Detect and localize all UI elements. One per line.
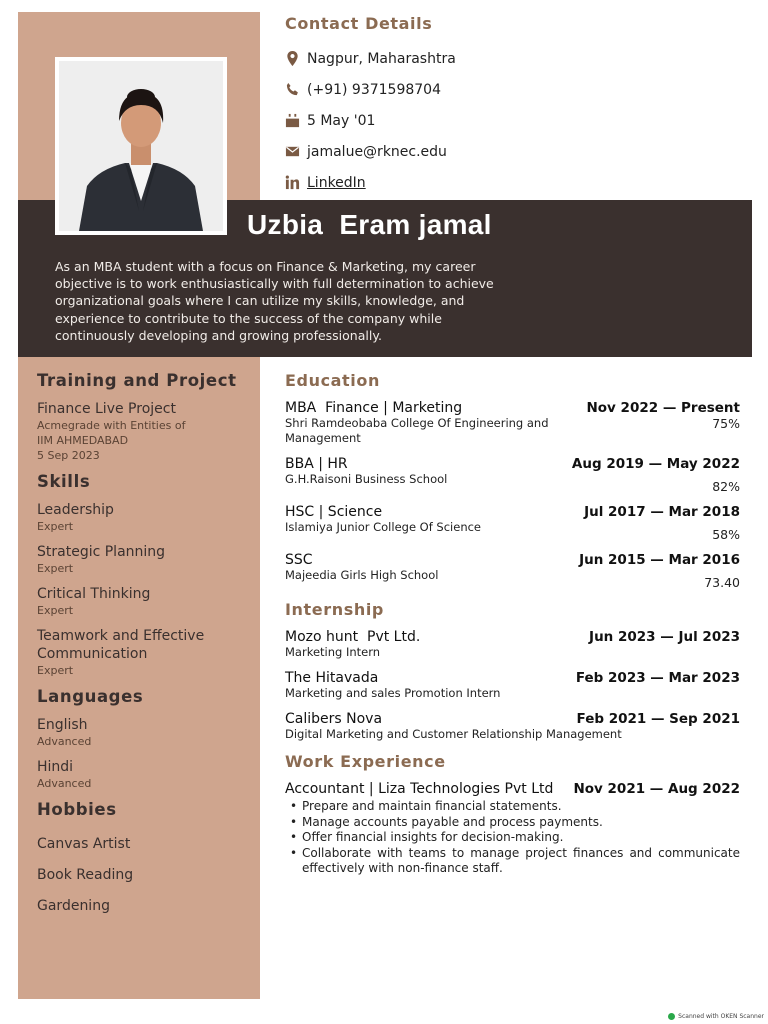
training-title: Training and Project: [37, 371, 237, 390]
education-title: Education: [285, 371, 380, 390]
skill-level: Expert: [37, 604, 74, 617]
skill-item: [37, 543, 241, 576]
language-name: English: [37, 717, 88, 733]
location-text: Nagpur, Maharashtra: [307, 50, 456, 67]
education-entry: [285, 552, 740, 590]
grade: 73.40: [704, 575, 740, 590]
skills-section: [37, 472, 241, 678]
intern-role: Marketing Intern: [285, 645, 381, 659]
list-item: • Manage accounts payable and process payments.: [285, 815, 740, 831]
school-name: Shri Ramdeobaba College Of Engineering and Management: [285, 416, 549, 445]
skill-name: Critical Thinking: [37, 586, 151, 602]
education-dates: Nov 2022 — Present: [586, 400, 740, 416]
list-item: • Offer financial insights for decision-making.: [285, 830, 740, 846]
skill-name: Teamwork and Effective Communication: [37, 628, 205, 662]
list-item: • Prepare and maintain financial statements.: [285, 799, 740, 815]
contact-title: Contact Details: [285, 14, 433, 33]
education-entry: [285, 456, 740, 494]
scanner-text: Scanned with OKEN Scanner: [678, 1013, 764, 1020]
hobby-item: Gardening: [37, 898, 110, 914]
internship-title: Internship: [285, 600, 384, 619]
skill-name: Leadership: [37, 502, 114, 518]
work-position: Accountant | Liza Technologies Pvt Ltd: [285, 781, 554, 797]
company-name: Calibers Nova: [285, 711, 383, 727]
skill-name: Strategic Planning: [37, 544, 166, 560]
education-entry: [285, 504, 740, 542]
envelope-icon: [285, 144, 307, 159]
intern-role: Marketing and sales Promotion Intern: [285, 686, 501, 700]
internship-entry: [285, 629, 740, 660]
internship-dates: Feb 2021 — Sep 2021: [576, 711, 740, 727]
hobby-item: Canvas Artist: [37, 836, 131, 852]
skill-level: Expert: [37, 562, 74, 575]
hobbies-title: Hobbies: [37, 800, 117, 819]
linkedin-icon: [285, 175, 307, 190]
internship-entry: [285, 670, 740, 701]
profile-photo: [55, 57, 227, 235]
intern-role: Digital Marketing and Customer Relationship Management: [285, 727, 622, 741]
work-duties: [285, 799, 740, 877]
degree-name: MBA Finance | Marketing: [285, 400, 463, 416]
education-entry: [285, 400, 740, 446]
skill-item: [37, 627, 241, 678]
scanner-watermark: [668, 1013, 764, 1020]
training-org-line1: Acmegrade with Entities of: [37, 419, 186, 432]
language-level: Advanced: [37, 735, 92, 748]
person-portrait-icon: [59, 61, 223, 231]
contact-details: [285, 12, 745, 198]
internship-dates: Feb 2023 — Mar 2023: [575, 670, 740, 686]
left-sidebar: [18, 357, 260, 999]
grade: 75%: [712, 416, 740, 431]
degree-name: BBA | HR: [285, 456, 348, 472]
phone-icon: [285, 82, 307, 97]
skill-item: [37, 501, 241, 534]
language-item: [37, 758, 241, 791]
skill-level: Expert: [37, 520, 74, 533]
training-name: Finance Live Project: [37, 401, 176, 417]
language-name: Hindi: [37, 759, 74, 775]
phone-text: (+91) 9371598704: [307, 81, 441, 98]
dob-text: 5 May '01: [307, 112, 376, 129]
internship-entry: [285, 711, 740, 742]
location-pin-icon: [285, 51, 307, 66]
education-dates: Aug 2019 — May 2022: [571, 456, 740, 472]
training-org-line2: IIM AHMEDABAD: [37, 434, 129, 447]
person-name: Uzbia Eram jamal: [247, 209, 492, 240]
company-name: The Hitavada: [285, 670, 379, 686]
language-item: [37, 716, 241, 749]
training-item: [37, 400, 241, 463]
work-dates: Nov 2021 — Aug 2022: [573, 781, 740, 797]
internship-dates: Jun 2023 — Jul 2023: [589, 629, 740, 645]
email-text[interactable]: jamalue@rknec.edu: [307, 143, 447, 160]
contact-location: [285, 43, 745, 74]
skill-level: Expert: [37, 664, 74, 677]
linkedin-link[interactable]: LinkedIn: [307, 174, 366, 191]
hobby-item: Book Reading: [37, 867, 134, 883]
training-section: [37, 371, 241, 463]
main-content: [285, 371, 740, 887]
education-dates: Jun 2015 — Mar 2016: [579, 552, 740, 568]
training-date: 5 Sep 2023: [37, 449, 100, 462]
education-dates: Jul 2017 — Mar 2018: [584, 504, 740, 520]
degree-name: HSC | Science: [285, 504, 383, 520]
contact-dob: [285, 105, 745, 136]
hobbies-section: [37, 800, 241, 922]
degree-name: SSC: [285, 552, 313, 568]
career-summary: As an MBA student with a focus on Finance & Marketing, my career objective is to work enthusiastically with full determination to achieve organizational goals where I can utilize my skills, knowledge, and experience to contribute to the success of the company while continuously developing and growing professionally.: [55, 259, 494, 343]
skills-title: Skills: [37, 472, 91, 491]
company-name: Mozo hunt Pvt Ltd.: [285, 629, 421, 645]
work-entry: [285, 781, 740, 877]
calendar-icon: [285, 113, 307, 128]
scanner-logo-icon: [668, 1013, 675, 1020]
skill-item: [37, 585, 241, 618]
school-name: Islamiya Junior College Of Science: [285, 520, 482, 534]
language-level: Advanced: [37, 777, 92, 790]
school-name: G.H.Raisoni Business School: [285, 472, 448, 486]
school-name: Majeedia Girls High School: [285, 568, 439, 582]
grade: 58%: [712, 527, 740, 542]
grade: 82%: [712, 479, 740, 494]
languages-title: Languages: [37, 687, 144, 706]
contact-email: [285, 136, 745, 167]
work-title: Work Experience: [285, 752, 446, 771]
list-item: • Collaborate with teams to manage project finances and communicate effectively with non-finance staff.: [285, 846, 740, 877]
languages-section: [37, 687, 241, 791]
contact-linkedin: [285, 167, 745, 198]
contact-phone: [285, 74, 745, 105]
